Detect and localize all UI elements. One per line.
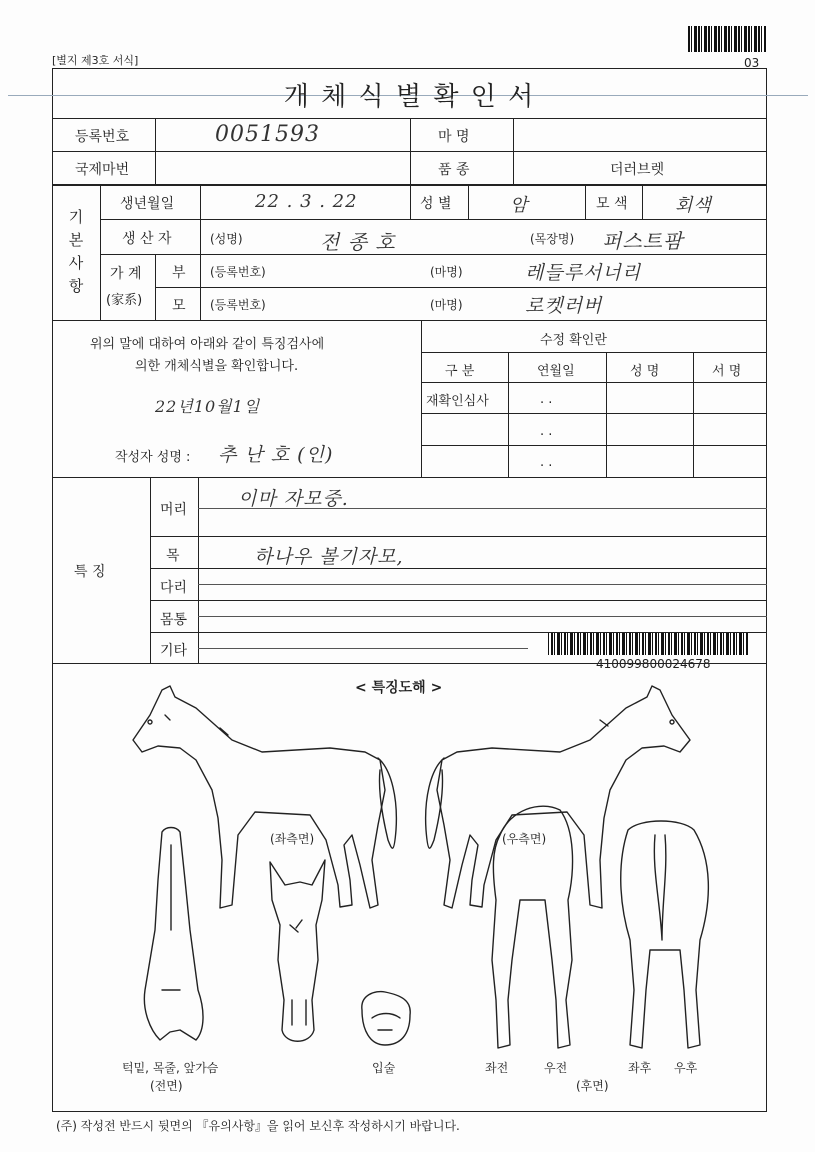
registration-number-value[interactable]: 0051593	[215, 122, 320, 147]
dam-name-label: (마명)	[430, 298, 463, 312]
page-title: 개 체 식 별 확 인 서	[283, 82, 536, 112]
birth-date-value[interactable]: 22 . 3 . 22	[255, 191, 358, 212]
farm-name-label: (목장명)	[530, 232, 575, 246]
head-value[interactable]: 이마 자모중.	[238, 488, 349, 510]
head-label: 머리	[160, 502, 188, 518]
col-date-header: 연월일	[537, 364, 575, 379]
dam-name-value[interactable]: 로켓러버	[525, 295, 603, 317]
body-label: 몸통	[160, 612, 188, 628]
features-section-label: 특 징	[74, 564, 106, 580]
breeder-name-value[interactable]: 전 종 호	[320, 230, 396, 254]
birth-date-label: 생년월일	[120, 196, 175, 212]
sire-name-label: (마명)	[430, 265, 463, 279]
writer-label: 작성자 성명 :	[115, 450, 191, 465]
sire-reg-no-label: (등록번호)	[210, 265, 266, 279]
left-hind-caption: 좌후	[628, 1061, 652, 1075]
intl-name-label: 국제마번	[75, 162, 130, 178]
dam-reg-no-label: (등록번호)	[210, 298, 266, 312]
neck-label: 목	[166, 548, 180, 564]
sex-value[interactable]: 암	[510, 195, 529, 216]
col-sign-header: 서 명	[712, 364, 742, 379]
right-side-caption: (우측면)	[502, 832, 547, 846]
pedigree-label: 가 계	[110, 266, 142, 282]
feature-barcode	[548, 633, 748, 655]
col-type-header: 구 분	[445, 364, 475, 379]
row1-type: 재확인심사	[426, 394, 489, 409]
sex-label: 성 별	[420, 196, 452, 212]
breeder-name-label: (성명)	[210, 232, 243, 246]
front-caption-line1: 턱밑, 목줄, 앞가슴	[122, 1061, 219, 1075]
sire-name-value[interactable]: 레들루서너리	[525, 262, 642, 284]
breed-label: 품 종	[438, 162, 470, 178]
legs-label: 다리	[160, 580, 188, 596]
left-front-caption: 좌전	[485, 1061, 509, 1075]
barcode-number: 410099800024678	[596, 657, 711, 671]
right-front-caption: 우전	[544, 1061, 568, 1075]
form-label: [별지 제3호 서식]	[52, 54, 139, 67]
rear-caption: (후면)	[576, 1079, 609, 1093]
left-side-caption: (좌측면)	[270, 832, 315, 846]
registration-number-label: 등록번호	[75, 129, 130, 145]
lip-caption: 입술	[372, 1061, 396, 1075]
pedigree-hanja: (家系)	[106, 293, 143, 308]
basic-info-section-label: 기 본 사 항	[68, 208, 84, 295]
farm-name-value[interactable]: 퍼스트팜	[602, 229, 684, 253]
doc-code: 03	[744, 56, 760, 70]
neck-value[interactable]: 하나우 볼기자모,	[254, 546, 404, 568]
color-label: 모 색	[596, 196, 628, 212]
confirm-statement-line2: 의한 개체식별을 확인합니다.	[135, 359, 299, 374]
front-caption-line2: (전면)	[150, 1079, 183, 1093]
confirm-date-value[interactable]: 22년10월1일	[155, 397, 261, 416]
footer-note: (주) 작성전 반드시 뒷면의 『유의사항』을 읽어 보신후 작성하시기 바랍니다.	[56, 1119, 460, 1133]
row2-date[interactable]: . .	[540, 424, 553, 439]
dam-label: 모	[172, 298, 186, 314]
col-name-header: 성 명	[630, 364, 660, 379]
right-hind-caption: 우후	[674, 1061, 698, 1075]
row3-date[interactable]: . .	[540, 455, 553, 470]
row1-date[interactable]: . .	[540, 392, 553, 407]
horse-name-label: 마 명	[438, 129, 470, 145]
color-value[interactable]: 회색	[675, 195, 712, 216]
breed-value[interactable]: 더러브렛	[610, 162, 665, 178]
diagram-title: < 특징도해 >	[355, 680, 443, 696]
revision-title: 수정 확인란	[540, 333, 607, 348]
top-barcode	[688, 26, 766, 52]
writer-value[interactable]: 추 난 호 (인)	[218, 444, 334, 466]
breeder-label: 생 산 자	[122, 231, 172, 247]
sire-label: 부	[172, 265, 186, 281]
confirm-statement-line1: 위의 말에 대하여 아래와 같이 특징검사에	[90, 337, 325, 352]
etc-label: 기타	[160, 643, 188, 659]
